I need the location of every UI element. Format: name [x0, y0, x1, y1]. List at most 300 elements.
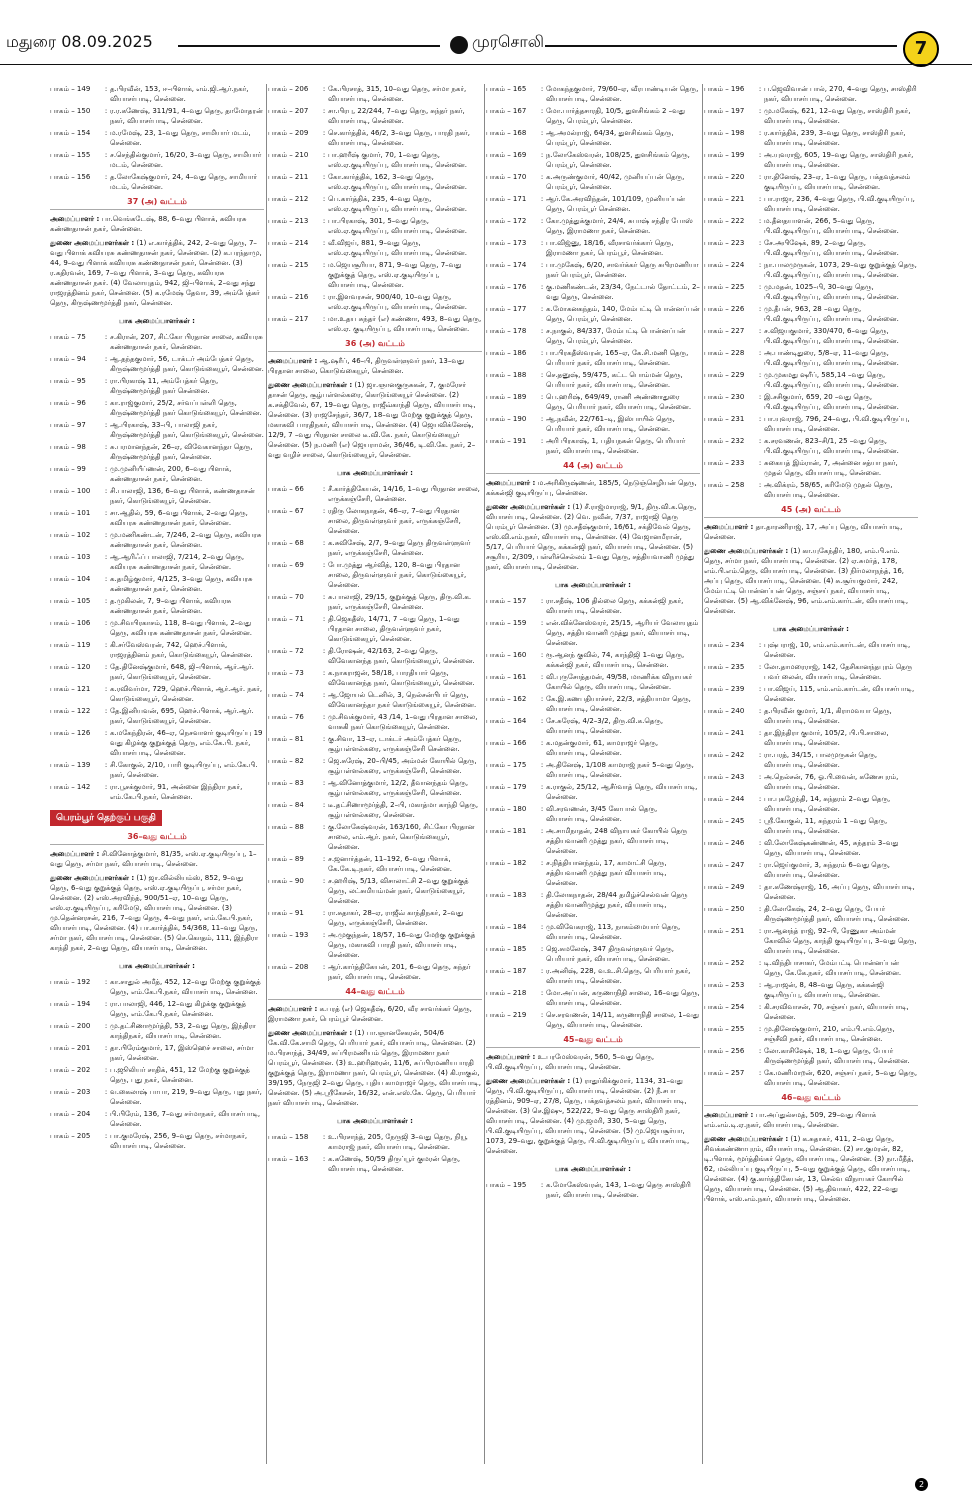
entry-row	[704, 84, 918, 104]
colon-separator: :	[104, 761, 108, 769]
entry-row	[704, 728, 918, 748]
booth-label: பாகம் – 243	[704, 773, 745, 781]
entry-text: ஆ.நவீன், 22/761–டி, இஸ்பாயில் தெரு, பெரியார் நகர், வியாசர்பாடி, சென்னை.	[546, 415, 675, 433]
colon-separator: :	[758, 927, 762, 935]
role-paragraph	[486, 478, 700, 498]
colon-separator: :	[104, 1110, 108, 1118]
entry-row	[268, 734, 482, 754]
entry-text: மோ.பார்த்தசாரதி, 10/5, துளசிங்கம் 2 –வது தெரு, பெரம்பூர், சென்னை.	[546, 107, 685, 125]
entry-row	[704, 304, 918, 324]
entry-row	[50, 508, 264, 528]
colon-separator: :	[540, 1181, 544, 1189]
entry-row	[704, 480, 918, 500]
booth-label: பாகம் – 83	[268, 779, 304, 787]
booth-label: பாகம் – 165	[486, 85, 527, 93]
entry-text: ஸ்ரீ.கோகுல், 11, சுந்தரம் 1 –வது தெரு, வியாசர்பாடி, சென்னை.	[764, 817, 888, 835]
role-text: (1) கா.யுகேந்திர், 180, எம்.பி.எம். தெரு, சர்மா நகர், வியாசர்பாடி, சென்னை. (2) ஏ.சுமர்த், 178, எம்.பி.எம்.தெரு, வியாசர்பாடி, சென்னை. (3) நிர்மலாநந்த், 16, அப்பு தெரு, வியாசர்பாடி, சென்னை. (4) சு.சூர்யகுமார், 242, மேம்பட்டி பொன்னப்பன் தெரு, சஞ்சய் நகர், வியாசர்பாடி, சென்னை. (5) ஆ.விக்னேஷ், 96, எம்.எம்.கார்டன், வியாசர்பாடி, சென்னை.	[704, 547, 909, 615]
role-label: துணை அமைப்பாளர்கள் :	[704, 1135, 789, 1143]
entry-text: போ.முத்து ஆர்வித், 120, 8–வது பிரதான சாலை, திருவள்ளுவர் நகர், கொடுங்கையூர், சென்னை.	[328, 561, 467, 589]
entry-text: தே.இனியவன், 695, ஹெச்.பிளாக், ஆர்.ஆர். நகர், கொடுங்கையூர், சென்னை.	[110, 707, 254, 725]
booth-label: பாகம் – 168	[486, 129, 527, 137]
role-paragraph	[268, 1004, 482, 1024]
colon-separator: :	[322, 757, 326, 765]
colon-separator: :	[758, 795, 762, 803]
role-text: (1) ஜா.ஞானகுருசுகன், 7, குமரேசர் தாசன் தெரு, சூழ்பள்ளல்கரை, கொடுங்கையூர் சென்னை. (2) க.சக்திவேல், 67, 19–வது தெரு, ராஜீவ்காந்தி தெரு, வியாசர்பாடி, சென்னை. (3) ராஜசேந்தர், 36/7, 18–வது மேற்கு குறுக்குத் தெரு, மகாகவி பாரதிநகர், வியாசர்பாடி, சென்னை. (4) ஜெயவிக்னேஷ், 12/9, 7 –வது பிரதான சாலை டீ.வி.கே. நகர், கொடுங்கையூர் சென்னை. (5) ந.மணி (எ) ஜெயராமன், 36/46, டி.வி.கே. நகர், 2–வது வழிச் சாலை, கொடுங்கையூர், சென்னை.	[268, 381, 476, 459]
colon-separator: :	[540, 923, 544, 931]
entry-text: கே.இ.கணபதியாச்சர், 22/3, சத்தியாமா தெரு, வியாசர்பாடி, சென்னை.	[546, 695, 691, 713]
entry-row	[486, 1180, 700, 1200]
booth-label: பாகம் – 226	[704, 305, 745, 313]
booth-label: பாகம் – 74	[268, 691, 304, 699]
booth-label: பாகம் – 199	[704, 151, 745, 159]
colon-separator: :	[540, 805, 544, 813]
booth-label: பாகம் – 225	[704, 283, 745, 291]
entry-row	[704, 816, 918, 836]
entry-row	[268, 592, 482, 612]
booth-label: பாகம் – 166	[486, 739, 527, 747]
colon-separator: :	[758, 217, 762, 225]
role-label: அமைப்பாளர் :	[486, 479, 536, 487]
entry-text: சா.பிரபு, 22/244, 7–வது தெரு, சுந்தர் நகர், வியாசர்பாடி, சென்னை.	[328, 107, 465, 125]
entry-text: ச.ஜனார்த்தன், 11–192, 6–வது பிளாக், கே.கே.டி.நகர், வியாசர்பாடி, சென்னை.	[328, 855, 453, 873]
entry-row	[704, 904, 918, 924]
booth-label: பாகம் – 241	[704, 729, 745, 737]
colon-separator: :	[758, 1025, 762, 1033]
entry-text: லோ.காசிஷேக், 18, 1–வது தெரு, பேயர் கிருஷ்ணமூர்த்தி நகர், வியாசர்பாடி, சென்னை.	[764, 1047, 910, 1065]
colon-separator: :	[322, 713, 326, 721]
role-text: (1) எ.கார்த்திக், 242, 2–வது தெரு, 7–வது பிளாக் கவியரசு கண்ணதாசன் நகர், சென்னை. (2) க.பரந்தாமு, 44, 9–வது பிளாக் கவியரசு கண்ணதாசன் நகர், சென்னை. (3) ர.கதிரவன், 169, 7–வது பிளாக், 3–வது தெரு, கவியரசு கண்ணதாசன் நகர். (4) வேலாயுதம், 942, ஜி–பிளாக், 2–வது சந்து ராஜரத்தினம் நகர், சென்னை. (5) க.ரமேஷ் தேவா, 39, அம்பேத்கர் தெரு, கிருஷ்ணமூர்த்தி நகர், சென்னை.	[50, 239, 262, 307]
entry-row	[704, 238, 918, 258]
entry-text: ஆர்.கே.அரவிந்தன், 101/109, முனியப்பன் தெரு, பெரம்பூர் சென்னை.	[546, 195, 685, 213]
booth-label: பாகம் – 99	[50, 465, 86, 473]
column-1	[50, 84, 264, 1464]
colon-separator: :	[540, 305, 544, 313]
booth-label: பாகம் – 216	[268, 293, 309, 301]
colon-separator: :	[104, 531, 108, 539]
entry-row	[50, 106, 264, 126]
colon-separator: :	[540, 85, 544, 93]
entry-text: க.கணேஷ், 50/59 திருப்பூர் குமரன் தெரு, வியாசர்பாடி, சென்னை.	[328, 1155, 461, 1173]
booth-label: பாகம் – 105	[50, 597, 91, 605]
entry-text: வி.புருசோத்தமன், 49/58, மாணிக்க விநாயகர் கோயில் தெரு, வியாசர்பாடி, சென்னை.	[546, 673, 693, 691]
entry-row	[486, 436, 700, 456]
role-label: அமைப்பாளர் :	[268, 357, 318, 365]
entry-text: க.தமிழ்குமார், 4/125, 3–வது தெரு, கவியரசு கண்ணதாசன் நகர், சென்னை.	[110, 575, 253, 593]
colon-separator: :	[322, 1133, 326, 1141]
role-paragraph	[50, 214, 264, 234]
entry-text: ச.நாகுல், 84/337, மேம்பட்டி பொன்னப்பன் தெரு, பெரம்பூர், சென்னை.	[546, 327, 686, 345]
colon-separator: :	[104, 129, 108, 137]
entry-row	[268, 260, 482, 290]
ward-heading: 44 (அ) வட்டம்	[486, 459, 700, 474]
booth-label: பாகம் – 179	[486, 783, 527, 791]
booth-label: பாகம் – 217	[268, 315, 309, 323]
role-text: (1) ஜா.வில்லியம்ஸ், 852, 9–வது தெரு, 6–வது குறுக்குத் தெரு, எஸ்.ஏ.குடியிருப்பு, சர்மா நகர், சென்னை. (2) எஸ்.அரவிந்த், 900/51–ஏ, 10–வது தெரு, எஸ்.ஏ.குடியிருப்பு, கரிமேடு, வியாசர்பாடி, சென்னை. (3) மு.தென்னரசன், 216, 7–வது தெரு, 4–வது நகர், எம்.கே.பி.நகர், வியாசர்பாடி, சென்னை. (4) பா.கார்த்திக், 54/368, 11–வது தெரு, சர்மா நகர், வியாசர்பாடி, சென்னை. (5) செ.கொதம், 111, இந்திரா காந்தி நகர், 2–வது தெரு, வியாசர்பாடி, சென்னை.	[50, 874, 259, 952]
entry-text: அ.பாண்டிதுரை, 5/8–ஏ, 11–வது தெரு, பி.வி.குடியிருப்பு, வியாசர்பாடி, சென்னை.	[764, 349, 899, 367]
role-label: துணை அமைப்பாளர்கள் :	[268, 381, 353, 389]
role-paragraph	[486, 1052, 700, 1072]
entry-text: ர.அனிஷ், 228, வ.உ.சி.தெரு, பெரியார் நகர், வியாசர்பாடி, சென்னை.	[546, 967, 691, 985]
colon-separator: :	[758, 905, 762, 913]
entry-row	[50, 684, 264, 704]
entry-row	[50, 332, 264, 352]
entry-text: ப.ஜெவிவான் பால், 270, 4–வது தெரு, சாஸ்திரி நகர், வியாசர்பாடி, சென்னை.	[764, 85, 917, 103]
booth-label: பாகம் – 167	[486, 107, 527, 115]
entry-text: கே.பிரசாத், 315, 10–வது தெரு, சர்மா நகர், வியாசர்பாடி, சென்னை.	[328, 85, 467, 103]
entry-row	[486, 890, 700, 920]
entry-text: செ.கார்த்திக், 46/2, 3–வது தெரு, பாரதி நகர், வியாசர்பாடி, சென்னை.	[328, 129, 470, 147]
entry-row	[268, 930, 482, 960]
entry-text: பா.விஜய், 115, எம்.எம்.கார்டன், வியாசர்பாடி, சென்னை.	[764, 685, 915, 703]
entry-text: ச.செந்தில்குமார், 16/20, 3–வது தெரு, சாமியார் மடம், சென்னை.	[110, 151, 262, 169]
colon-separator: :	[104, 597, 108, 605]
page-number: 7	[903, 31, 939, 67]
role-text: (1) பா.ஞானசேகரன், 504/6 கே.வி.கே.சாமி தெரு, பெரியார் நகர், வியாசர்பாடி, சென்னை. (2) ம.பிரசாந்த், 34/49, சுப்பிரமணியம் தெரு, இராமணா நகர் பெரம்பூர், சென்னை. (3) உ.ஹரிஹரன், 11/6, சுப்பிரமணியபாரதி குறுக்குத் தெரு, இராமணா நகர், பெரம்பூர், சென்னை. (4) கி.ராகுல், 39/195, நேருஜி 2–வது தெரு, புதிய காமராஜர் தெரு, வியாசர்பாடி, சென்னை. (5) அ.ஸ்ரீகேசன், 16/32, என்.எஸ்.கே. தெரு, பெரியார் நகர் வியாசர்பாடி, சென்னை.	[268, 1029, 481, 1107]
entry-row	[50, 172, 264, 192]
colon-separator: :	[104, 1022, 108, 1030]
colon-separator: :	[540, 597, 544, 605]
entry-text: தி.லோகேஷ், 24, 2–வது தெரு, பேயர் கிருஷ்ணமூர்த்தி நகர், வியாசர்பாடி, சென்னை.	[764, 905, 910, 923]
colon-separator: :	[540, 945, 544, 953]
colon-separator: :	[104, 783, 108, 791]
masthead-city-date	[6, 32, 153, 53]
colon-separator: :	[322, 293, 326, 301]
entry-row	[50, 1109, 264, 1129]
booth-label: பாகம் – 231	[704, 415, 745, 423]
colon-separator: :	[322, 779, 326, 787]
role-text: பா.அப்துல்சமத், 509, 29–வது பிளாக் எம்.எம்.டி.ஏ.நகர், வியாசர்பாடி, சென்னை.	[704, 1111, 877, 1129]
role-text: ஆ.ஷரீப், 46–பி, திருவள்ளுவர் நகர், 13–வது பிரதான சாலை, கொடுங்கையூர், சென்னை.	[268, 357, 465, 375]
entry-row	[50, 596, 264, 616]
colon-separator: :	[104, 978, 108, 986]
paper-name: முரசொலி	[472, 32, 544, 51]
entry-text: ரா.பூசக்குமார், 91, அன்னை இந்திரா நகர், எம்.கே.பி.நகர், சென்னை.	[110, 783, 243, 801]
entry-row	[486, 304, 700, 324]
colon-separator: :	[758, 663, 762, 671]
colon-separator: :	[104, 553, 108, 561]
colon-separator: :	[104, 465, 108, 473]
entry-row	[486, 650, 700, 670]
colon-separator: :	[322, 151, 326, 159]
entry-row	[704, 128, 918, 148]
entry-text: சா.ஆதில், 59, 6–வது பிளாக், 2–வது தெரு, கவியரசு கண்ணதாசன் நகர், சென்னை.	[110, 509, 248, 527]
role-paragraph	[268, 380, 482, 460]
booth-label: பாகம் – 250	[704, 905, 745, 913]
entry-row	[50, 530, 264, 550]
entry-text: மு.தட்சிணாமூர்த்தி, 53, 2–வது தெரு, இந்திரா காந்திநகர், வியாசர்பாடி, சென்னை.	[110, 1022, 256, 1040]
booth-label: பாகம் – 251	[704, 927, 745, 935]
entry-row	[50, 662, 264, 682]
role-paragraph	[704, 1110, 918, 1130]
subheading: பாக அமைப்பாளர்கள் :	[337, 469, 413, 477]
colon-separator: :	[758, 415, 762, 423]
entry-row	[268, 506, 482, 536]
entry-text: அ.முகுந்தன், 18/57, 16–வது மேற்கு குறுக்குத் தெரு, மகாகவி பாரதி நகர், வியாசர்பாடி, சென்னை.	[328, 931, 476, 959]
entry-text: ர.கார்த்திக், 239, 3–வது தெரு, சாஸ்திரி நகர், வியாசர்பாடி, சென்னை.	[764, 129, 906, 147]
entry-text: மு.முனியீப்ணன், 200, 6–வது பிளாக், கண்ணதாசன் நகர், சென்னை.	[110, 465, 232, 483]
booth-label: பாகம் – 201	[50, 1044, 91, 1052]
entry-row	[486, 414, 700, 434]
entry-text: ரா.தினேஷ், 23–ஏ, 1–வது தெரு, பக்தவத்சலம் குடியிருப்பு, வியாசர்பாடி, சென்னை.	[764, 173, 911, 191]
role-text: (1) க.சுதாகர், 411, 2–வது தெரு, சிவக்கண்ணாபுரம், வியாசர்பாடி, சென்னை. (2) சா.குமரன், 82, டி.பிளாக், மூர்த்திங்கர் தெரு, வியாசர்பாடி, சென்னை. (3) நா.மீதீத், 62, மல்லியப்பு குடியிருப்பு, 5–வது குறுக்குத் தெரு, வியாசர்பாடி, சென்னை. (4) கு.கார்த்திகேயன், 13, செல்வ விநாயகர் கோயில் தெரு, வியாசர்பாடி, சென்னை. (5) ஆ.திவாகர், 422, 22–வது பிளாக், எஸ்.எம்.நகர், வியாசர்பாடி, சென்னை.	[704, 1135, 914, 1203]
entry-text: ஆ.பிரகாஷ், 33–பி, பாலாஜி நகர், கிருஷ்ணமூர்த்தி நகர், கொடுங்கையூர், சென்னை.	[110, 421, 264, 439]
entry-row	[486, 804, 700, 824]
entry-row	[50, 1065, 264, 1085]
entry-row	[268, 756, 482, 776]
entry-row	[268, 238, 482, 258]
masthead	[0, 0, 972, 60]
ward-heading: 37 (அ) வட்டம்	[50, 195, 264, 210]
entry-text: தா.இந்திரா குமார், 105/2, பி.பி.சாலை, வியாசர்பாடி, சென்னை.	[764, 729, 889, 747]
colon-separator: :	[758, 239, 762, 247]
booth-label: பாகம் – 206	[268, 85, 309, 93]
entry-text: கோ.கார்த்திக், 162, 3–வது தெரு, எஸ்.ஏ.குடியிருப்பு, வியாசர்பாடி, சென்னை.	[328, 173, 467, 191]
booth-label: பாகம் – 232	[704, 437, 745, 445]
entry-row	[50, 376, 264, 396]
booth-label: பாகம் – 98	[50, 443, 86, 451]
booth-label: பாகம் – 82	[268, 757, 304, 765]
entry-text: டி.விந்திபாசாகர், மேம்பட்டி பொன்னப்பன் தெரு, கே.கே.நகர், வியாசர்பாடி, சென்னை.	[764, 959, 902, 977]
entry-row	[704, 750, 918, 770]
entry-text: பா.விஜ்னு, 18/16, வீரசாவர்க்கார் தெரு, இராமணா நகர், பெரம்பூர், சென்னை.	[546, 239, 674, 257]
booth-label: பாகம் – 178	[486, 327, 527, 335]
ward-heading: 45 (அ) வட்டம்	[704, 503, 918, 518]
colon-separator: :	[540, 173, 544, 181]
booth-label: பாகம் – 234	[704, 641, 745, 649]
colon-separator: :	[758, 1069, 762, 1077]
entry-row	[50, 1043, 264, 1063]
entry-text: ரா.இளவரசன், 900/40, 10–வது தெரு, எஸ்.ஏ.குடியிருப்பு, வியாசர்பாடி, சென்னை.	[328, 293, 467, 311]
colon-separator: :	[322, 217, 326, 225]
colon-separator: :	[322, 315, 326, 323]
colon-separator: :	[758, 817, 762, 825]
booth-label: பாகம் – 210	[268, 151, 309, 159]
booth-label: பாகம் – 180	[486, 805, 527, 813]
entry-text: மு.மணிகண்டன், 7/246, 2–வது தெரு, கவியரசு கண்ணதாசன் நகர், சென்னை.	[110, 531, 262, 549]
entry-text: க.மோகேஸ்வரன், 143, 1–வது தெரு சாஸ்திரி நகர், வியாசர்பாடி, சென்னை.	[546, 1181, 691, 1199]
ward-heading: 36–வது வட்டம்	[50, 830, 264, 845]
booth-label: பாகம் – 106	[50, 619, 91, 627]
booth-label: பாகம் – 256	[704, 1047, 745, 1055]
entry-row	[268, 216, 482, 236]
colon-separator: :	[322, 823, 326, 831]
column-divider	[702, 84, 703, 1464]
booth-label: பாகம் – 227	[704, 327, 745, 335]
booth-label: பாகம் – 191	[486, 437, 527, 445]
booth-label: பாகம் – 163	[268, 1155, 309, 1163]
booth-label: பாகம் – 186	[486, 349, 527, 357]
colon-separator: :	[322, 485, 326, 493]
colon-separator: :	[322, 507, 326, 515]
booth-label: பாகம் – 198	[704, 129, 745, 137]
colon-separator: :	[104, 1066, 108, 1074]
entry-text: கா.சாதுல் அமீத், 452, 12–வது மேற்கு குறுக்குத் தெரு, எம்.கே.பி.நகர், வியாசர்பாடி, சென்னை.	[110, 978, 261, 996]
entry-row	[50, 464, 264, 484]
booth-label: பாகம் – 213	[268, 217, 309, 225]
colon-separator: :	[758, 393, 762, 401]
entry-row	[704, 414, 918, 434]
entry-row	[268, 484, 482, 504]
entry-text: ச.நித்தியானந்தம், 17, காமாட்சி தெரு, சத்தியவாணி முத்து நகர் வியாசர்பாடி, சென்னை.	[546, 859, 667, 887]
entry-text: செ.தனுஷ், 59/475, கட்ட பொம்மன் தெரு, பெரியார் நகர், வியாசர்பாடி, சென்னை.	[546, 371, 683, 389]
region-banner-label: பெரம்பூர் தெற்குப் பகுதி	[50, 810, 162, 826]
booth-label: பாகம் – 190	[486, 415, 527, 423]
entry-row	[50, 640, 264, 660]
booth-label: பாகம் – 96	[50, 399, 86, 407]
colon-separator: :	[104, 1132, 108, 1140]
colon-separator: :	[322, 85, 326, 93]
booth-label: பாகம் – 194	[50, 1000, 91, 1008]
entry-row	[704, 194, 918, 214]
colon-separator: :	[758, 437, 762, 445]
entry-text: மு.தினேஷ்குமார், 210, எம்.பி.எம்.தெரு, சஞ்சீவி நகர், வியாசர்பாடி, சென்னை.	[764, 1025, 895, 1043]
colon-separator: :	[758, 685, 762, 693]
entry-row	[268, 538, 482, 558]
booth-label: பாகம் – 149	[50, 85, 91, 93]
booth-label: பாகம் – 155	[50, 151, 91, 159]
colon-separator: :	[540, 129, 544, 137]
entry-text: க.ராகுல், 25/12, ஆசீர்வாத் தெரு, வியாசர்பாடி, சென்னை.	[546, 783, 698, 801]
colon-separator: :	[540, 437, 544, 445]
booth-label: பாகம் – 100	[50, 487, 91, 495]
booth-label: பாகம் – 240	[704, 707, 745, 715]
entry-text: த.பிரவீன், 153, ஈ–பிளாக், எம்.ஜி.ஆர்.நகர், வியாசர்பாடி, சென்னை.	[110, 85, 249, 103]
role-paragraph	[704, 546, 918, 616]
booth-label: பாகம் – 222	[704, 217, 745, 225]
colon-separator: :	[758, 641, 762, 649]
booth-label: பாகம் – 154	[50, 129, 91, 137]
entry-row	[50, 728, 264, 758]
booth-label: பாகம் – 188	[486, 371, 527, 379]
entry-row	[486, 826, 700, 856]
colon-separator: :	[758, 883, 762, 891]
colon-separator: :	[540, 195, 544, 203]
entry-text: கு.லோகேஷ்வரன், 163/160, சிட்கோ பிரதான சாலை, எம்.ஆர். நகர், கொடுங்கையூர், சென்னை.	[328, 823, 475, 851]
entry-text: சுகையத் இம்ரான், 7, அன்னை சத்யா நகர், முதல் தெரு, வியாசர்பாடி, சென்னை.	[764, 459, 898, 477]
colon-separator: :	[540, 415, 544, 423]
entry-text: ரா.பிரகாஷ் 11, அம்பேத்கர் தெரு, கிருஷ்ணமூர்த்தி நகர் சென்னை.	[110, 377, 219, 395]
colon-separator: :	[104, 575, 108, 583]
role-label: துணை அமைப்பாளர்கள் :	[486, 1077, 571, 1085]
booth-label: பாகம் – 195	[486, 1181, 527, 1189]
entry-row	[704, 216, 918, 236]
booth-label: பாகம் – 84	[268, 801, 304, 809]
entry-text: பெ.கார்த்திக், 235, 4–வது தெரு, எஸ்.ஏ.குடியிருப்பு, வியாசர்பாடி, சென்னை.	[328, 195, 467, 213]
entry-row	[268, 106, 482, 126]
colon-separator: :	[104, 1000, 108, 1008]
entry-text: சே.சுரேஷ், 4/2–3/2, திரு.வி.க.தெரு, வியாசர்பாடி, சென்னை.	[546, 717, 664, 735]
entry-row	[50, 706, 264, 726]
entry-row	[486, 966, 700, 986]
colon-separator: :	[322, 261, 326, 269]
ward-heading: 36 (அ) வட்டம்	[268, 337, 482, 352]
colon-separator: :	[540, 239, 544, 247]
entry-row	[486, 348, 700, 368]
colon-separator: :	[322, 561, 326, 569]
colon-separator: :	[540, 827, 544, 835]
entry-row	[704, 706, 918, 726]
column-divider	[484, 84, 485, 1464]
subheading: பாக அமைப்பாளர்கள் :	[119, 317, 195, 325]
entry-text: ர.ர.கணேஷ், 311/91, 4–வது தெரு, தாமோதரன் நகர், வியாசர்பாடி, சென்னை.	[110, 107, 263, 125]
colon-separator: :	[540, 967, 544, 975]
colon-separator: :	[104, 663, 108, 671]
entry-row	[704, 838, 918, 858]
colon-separator: :	[540, 349, 544, 357]
entry-text: அ.தினேஷ், 1/108 காமராஜ் நகர் 5–வது தெரு, வியாசர்பாடி, சென்னை.	[546, 761, 694, 779]
colon-separator: :	[322, 909, 326, 917]
booth-label: பாகம் – 235	[704, 663, 745, 671]
entry-row	[268, 778, 482, 798]
colon-separator: :	[758, 371, 762, 379]
booth-label: பாகம் – 207	[268, 107, 309, 115]
date: 08.09.2025	[61, 32, 153, 51]
colon-separator: :	[322, 539, 326, 547]
colon-separator: :	[322, 173, 326, 181]
colon-separator: :	[322, 931, 326, 939]
entry-row	[268, 962, 482, 982]
entry-text: கோ.முத்துக்குமார், 24/4, சுபாஷ் சந்திர போஸ் தெரு, இராமணா நகர், சென்னை.	[546, 217, 693, 235]
booth-label: பாகம் – 175	[486, 761, 527, 769]
role-text: க.பரத் (எ) ஜெகதீஷ், 6/20, வீர சாவர்க்கர் தெரு, இராமணா நகர், பெரம்பூர் சென்னை.	[268, 1005, 472, 1023]
entry-text: ஆர்.கார்த்திகேயன், 201, 6–வது தெரு, சுந்தர் நகர், வியாசர்பாடி, சென்னை.	[328, 963, 471, 981]
colon-separator: :	[104, 421, 108, 429]
booth-label: பாகம் – 221	[704, 195, 745, 203]
entry-text: மோ.அப்பன், கருணாநிதி சாலை, 16–வது தெரு, வியாசர்பாடி, சென்னை.	[546, 989, 700, 1007]
entry-text: மா.உதய சுந்தர் (எ) கண்ணா, 493, 8–வது தெரு, எஸ்.ஏ. குடியிருப்பு, வியாசர்பாடி, சென்னை.	[328, 315, 482, 333]
entry-row	[50, 1087, 264, 1107]
booth-label: பாகம் – 244	[704, 795, 745, 803]
colon-separator: :	[104, 685, 108, 693]
role-label: அமைப்பாளர் :	[704, 523, 754, 531]
entry-text: சு.பாலாஜி, 29/15, குறுக்குத் தெரு, திரு.வி.க. நகர், எருக்கஞ்சேரி, சென்னை.	[328, 593, 472, 611]
booth-label: பாகம் – 119	[50, 641, 91, 649]
entry-text: தா.கணேஷ்ராஜ், 16, அப்பு தெரு, வியாசர்பாடி, சென்னை.	[764, 883, 915, 901]
entry-row	[50, 486, 264, 506]
booth-label: பாகம் – 253	[704, 981, 745, 989]
booth-label: பாகம் – 233	[704, 459, 745, 467]
colon-separator: :	[104, 173, 108, 181]
booth-label: பாகம் – 182	[486, 859, 527, 867]
entry-row	[268, 614, 482, 644]
entry-text: க.சரவணன், 823–சி/1, 25 –வது தெரு, பி.வி.குடியிருப்பு, வியாசர்பாடி, சென்னை.	[764, 437, 899, 455]
entry-text: ரா.பரத், 34/15, பாலமுருகன் தெரு, வியாசர்பாடி, சென்னை.	[764, 751, 878, 769]
entry-text: என்.விக்னேஸ்வரர், 25/15, ஆரியர் வேலாயுதம் தெரு, சத்தியவாணி முத்து நகர், வியாசர்பாடி, சென்னை.	[546, 619, 699, 647]
role-text: தா.தாரணிராஜ், 17, அப்பு தெரு, வியாசர்பாடி, சென்னை.	[704, 523, 903, 541]
booth-label: பாகம் – 200	[50, 1022, 91, 1030]
entry-row	[268, 822, 482, 852]
entry-row	[704, 172, 918, 192]
booth-label: பாகம் – 126	[50, 729, 91, 737]
booth-label: பாகம் – 197	[704, 107, 745, 115]
colon-separator: :	[540, 217, 544, 225]
colon-separator: :	[758, 85, 762, 93]
colon-separator: :	[758, 261, 762, 269]
entry-row	[486, 370, 700, 390]
entry-text: பா.யுவராஜ், 796, 24–வது, பி.வி.குடியிருப்பு, வியாசர்பாடி, சென்னை.	[764, 415, 910, 433]
entry-row	[704, 1068, 918, 1088]
booth-label: பாகம் – 220	[704, 173, 745, 181]
colon-separator: :	[540, 859, 544, 867]
colon-separator: :	[758, 861, 762, 869]
role-text: (1) ராதுர்கிக்குமார், 1134, 31–வது தெரு, பி.வி.குடியிருப்பு, வியாசர்பாடி, சென்னை. (2) நீ.சபா ரத்தினம், 909–ஏ, 27/8, தெரு, பக்தவத்சலம் நகர், வியாசர்பாடி, சென்னை. (3) செ.இஷு, 522/22, 9–வது தெரு சாஸ்திரி நகர், வியாசர்பாடி, சென்னை. (4) மு.ஜமரி, 330, 5–வது தெரு, பி.வி.குடியிருப்பு, வியாசர்பாடி, சென்னை. (5) மு.ஜெயசூர்யா, 1073, 29–வது, குறுக்குத் தெரு, பி.வி.குடியிருப்பு, வியாசர்பாடி, சென்னை.	[486, 1077, 690, 1155]
entry-text: ஆ.தந்தகுமார், 56, டாக்டர் அம்பேத்கர் தெரு, கிருஷ்ணமூர்த்தி நகர், கொடுங்கையூர், சென்னை.	[110, 355, 264, 373]
role-label: அமைப்பாளர் :	[486, 1053, 536, 1061]
entry-text: க.நாகராஜன், 58/18, பாரதியார் தெரு, விவேகானந்த நகர், கொடுங்கையூர், சென்னை.	[328, 669, 475, 687]
entry-text: மு.தீபன், 963, 28 –வது தெரு, பி.வி.குடியிருப்பு, வியாசர்பாடி, சென்னை.	[764, 305, 899, 323]
colon-separator: :	[104, 399, 108, 407]
booth-label: பாகம் – 95	[50, 377, 86, 385]
